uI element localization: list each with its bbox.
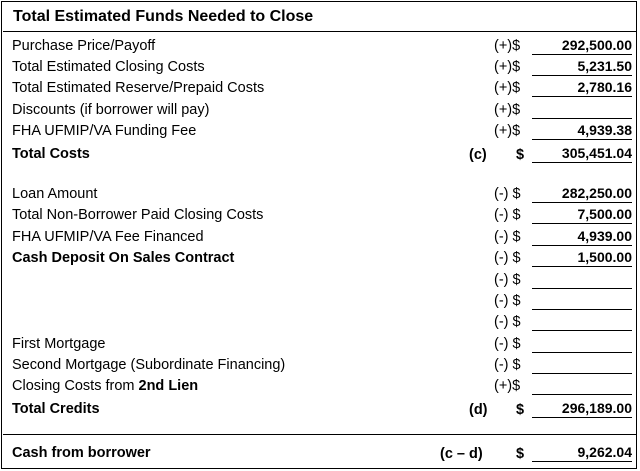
total-costs-code: (c) (469, 147, 487, 163)
credit-row-blank-1 (2, 270, 638, 291)
amount-field[interactable]: 4,939.38 (532, 122, 632, 140)
row-sign: (+)$ (494, 59, 521, 75)
credit-row-blank-3 (2, 312, 638, 333)
row-sign: (-) $ (494, 207, 521, 223)
row-sign: (-) $ (494, 293, 521, 309)
row-label: Total Non-Borrower Paid Closing Costs (12, 207, 264, 223)
amount-field[interactable] (532, 101, 632, 119)
amount-field[interactable] (532, 292, 632, 310)
row-label-emphasis: 2nd Lien (138, 378, 199, 394)
credit-row-cash-deposit (2, 248, 638, 269)
total-credits-row (2, 399, 638, 420)
cash-from-borrower-amount[interactable]: 9,262.04 (532, 444, 632, 462)
row-label (12, 378, 198, 394)
cost-row-ufmip-funding-fee (2, 121, 638, 142)
total-credits-amount[interactable]: 296,189.00 (532, 400, 632, 418)
row-sign: (-) $ (494, 186, 521, 202)
row-label-prefix: Closing Costs from (12, 378, 135, 394)
dollar-sign: $ (516, 147, 525, 163)
total-costs-label: Total Costs (12, 146, 90, 162)
cash-from-borrower-code: (c – d) (440, 446, 483, 462)
row-sign: (-) $ (494, 272, 521, 288)
total-costs-amount[interactable]: 305,451.04 (532, 145, 632, 163)
dollar-sign: $ (516, 446, 525, 462)
cost-row-reserve-prepaid (2, 78, 638, 99)
row-label: FHA UFMIP/VA Fee Financed (12, 229, 204, 245)
amount-field[interactable] (532, 313, 632, 331)
amount-field[interactable] (532, 335, 632, 353)
credit-row-closing-costs-2nd-lien (2, 376, 638, 397)
row-label: Second Mortgage (Subordinate Financing) (12, 357, 286, 373)
amount-field[interactable]: 2,780.16 (532, 79, 632, 97)
total-costs-row (2, 144, 638, 165)
amount-field[interactable]: 4,939.00 (532, 228, 632, 246)
row-label: Loan Amount (12, 186, 98, 202)
funds-to-close-form (1, 1, 637, 469)
row-label: Total Estimated Closing Costs (12, 59, 205, 75)
credit-row-first-mortgage (2, 334, 638, 355)
amount-field[interactable]: 1,500.00 (532, 249, 632, 267)
cost-row-closing-costs (2, 57, 638, 78)
amount-field[interactable]: 282,250.00 (532, 185, 632, 203)
total-credits-code: (d) (469, 402, 488, 418)
credit-row-ufmip-financed (2, 227, 638, 248)
row-sign: (-) $ (494, 357, 521, 373)
row-label: Cash Deposit On Sales Contract (12, 250, 235, 266)
amount-field[interactable]: 7,500.00 (532, 206, 632, 224)
row-sign: (-) $ (494, 314, 521, 330)
row-sign: (+)$ (494, 102, 521, 118)
row-sign: (+)$ (494, 80, 521, 96)
cash-from-borrower-row (2, 443, 638, 464)
row-label: Purchase Price/Payoff (12, 38, 156, 54)
dollar-sign: $ (516, 402, 525, 418)
total-credits-label: Total Credits (12, 401, 100, 417)
row-sign: (-) $ (494, 250, 521, 266)
section-header (3, 3, 637, 32)
credit-row-second-mortgage (2, 355, 638, 376)
cost-row-discounts (2, 100, 638, 121)
amount-field[interactable]: 292,500.00 (532, 37, 632, 55)
credit-row-non-borrower-costs (2, 205, 638, 226)
row-sign: (+)$ (494, 123, 521, 139)
row-label: First Mortgage (12, 336, 106, 352)
amount-field[interactable] (532, 377, 632, 395)
row-sign: (-) $ (494, 229, 521, 245)
row-label: Discounts (if borrower will pay) (12, 102, 210, 118)
row-sign: (+)$ (494, 38, 521, 54)
section-title: Total Estimated Funds Needed to Close (13, 8, 314, 25)
credit-row-blank-2 (2, 291, 638, 312)
row-label: Total Estimated Reserve/Prepaid Costs (12, 80, 265, 96)
amount-field[interactable] (532, 356, 632, 374)
section-divider (3, 434, 637, 435)
cash-from-borrower-label: Cash from borrower (12, 445, 151, 461)
amount-field[interactable]: 5,231.50 (532, 58, 632, 76)
amount-field[interactable] (532, 271, 632, 289)
credit-row-loan-amount (2, 184, 638, 205)
row-sign: (+)$ (494, 378, 521, 394)
row-sign: (-) $ (494, 336, 521, 352)
cost-row-purchase-price (2, 36, 638, 57)
row-label: FHA UFMIP/VA Funding Fee (12, 123, 197, 139)
